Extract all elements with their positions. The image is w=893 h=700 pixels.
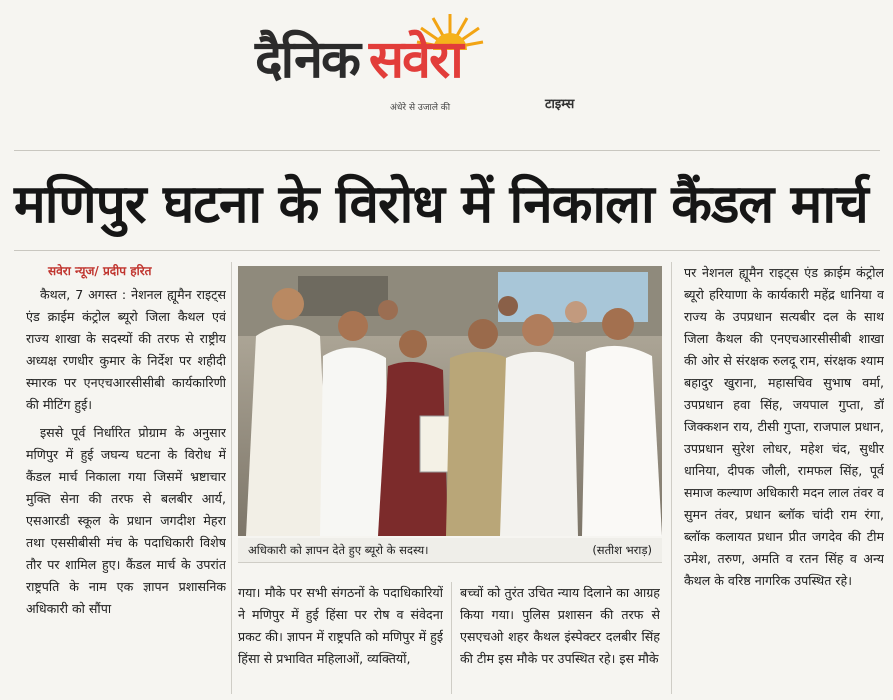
divider bbox=[14, 150, 880, 151]
paragraph: बच्चों को तुरंत उचित न्याय दिलाने का आग्रह किया गया। पुलिस प्रशासन की तरफ से एसएचओ शहर कैथल इंस्पेक्टर दलबीर सिंह की टीम इस मौके पर उपस्थित रहे। इस मौके bbox=[460, 585, 660, 666]
column-divider bbox=[451, 582, 452, 694]
newspaper-name-part1: दैनिक bbox=[255, 30, 359, 90]
article-column-1 bbox=[26, 284, 226, 694]
photo-credit: (सतीश भराड़) bbox=[592, 543, 652, 557]
column-divider bbox=[231, 262, 232, 694]
paragraph: इससे पूर्व निर्धारित प्रोग्राम के अनुसार मणिपुर में हुई जघन्य घटना के विरोध में कैंडल मार्च निकाला गया जिसमें भ्रष्टाचार मुक्ति सेना की तरफ से बलबीर आर्य, एसआरडी स्कूल के प्रधान जगदीश मेहरा तथा एससीबीसी मंच के पदाधिकारी विशेष तौर पर शामिल हुए। कैंडल मार्च के उपरांत राष्ट्रपति के नाम एक ज्ञापन प्रशासनिक अधिकारी को सौंपा bbox=[26, 425, 226, 616]
divider bbox=[14, 250, 880, 251]
paragraph: गया। मौके पर सभी संगठनों के पदाधिकारियों ने मणिपुर में हुई हिंसा पर रोष व संवेदना प्रकट की। ज्ञापन में राष्ट्रपति को मणिपुर में हुई हिंसा से प्रभावित महिलाओं, व्यक्तियों, bbox=[238, 585, 443, 666]
article-byline: सवेरा न्यूज/ प्रदीप हरित bbox=[48, 264, 152, 278]
masthead bbox=[255, 12, 625, 112]
news-photo bbox=[238, 266, 662, 536]
masthead-subtitle: टाइम्स bbox=[545, 97, 575, 112]
masthead-tagline: अंधेरे से उजाले की bbox=[390, 103, 451, 113]
newspaper-name-part2: सवेरा bbox=[368, 30, 462, 90]
newspaper-name bbox=[255, 30, 462, 90]
column-divider bbox=[671, 262, 672, 694]
paragraph: पर नेशनल ह्यूमैन राइट्स एंड क्राईम कंट्रोल ब्यूरो हरियाणा के कार्यकारी महेंद्र धानिया व राज्य के उपप्रधान सत्यबीर दल के साथ जिला कैथल की एनएचआरसीसीबी शाखा की ओर से संरक्षक रुलदू राम, संरक्षक श्याम बहादुर खुराना, महासचिव सुभाष वर्मा, उपप्रधान हवा सिंह, जयपाल गुप्ता, डॉ जिक्कशन राय, टीसी गुप्ता, राजपाल प्रधान, उपप्रधान सुरेश लोधर, महेश चंद, सुधीर धानिया, दीपक जौली, रामफल सिंह, पूर्व समाज कल्याण अधिकारी मदन लाल तंवर व सुमन तंवर, प्रधान ब्लॉक चांदी राम रंगा, ब्लॉक कलायत प्रधान प्रीत जगदेव की टीम उमेश, तरुण, अमति व रतन सिंह व अन्य कैथल के वरिष्ठ नागरिक उपस्थित रहे। bbox=[684, 265, 884, 588]
article-column-4 bbox=[684, 262, 884, 694]
article-headline: मणिपुर घटना के विरोध में निकाला कैंडल मार्च bbox=[14, 174, 868, 235]
article-column-2 bbox=[238, 582, 443, 694]
photo-caption bbox=[238, 538, 662, 563]
photo-caption-text: अधिकारी को ज्ञापन देते हुए ब्यूरो के सदस्य। bbox=[248, 543, 429, 557]
paragraph: कैथल, 7 अगस्त : नेशनल ह्यूमैन राइट्स एंड क्राईम कंट्रोल ब्यूरो जिला कैथल एवं राज्य शाखा के सदस्यों की तरफ से राष्ट्रीय अध्यक्ष रणधीर कुमार के निर्देश पर शहीदी स्मारक पर एनएचआरसीसीबी कार्यकारिणी की मीटिंग हुई। bbox=[26, 287, 226, 412]
article-column-3 bbox=[460, 582, 660, 694]
